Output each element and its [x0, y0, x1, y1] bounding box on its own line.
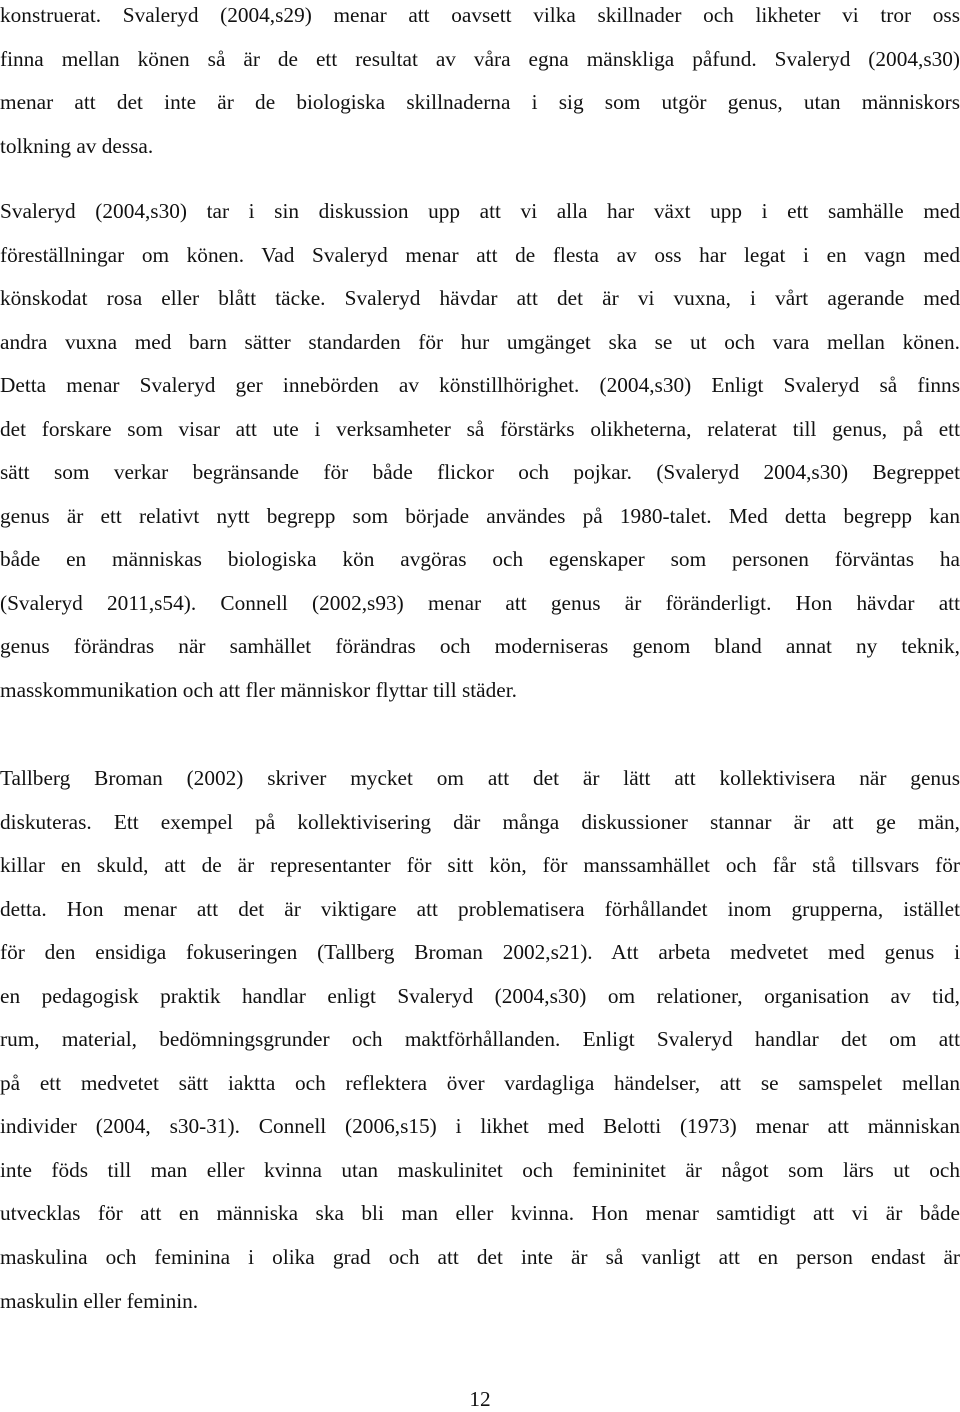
text-line: både en människas biologiska kön avgöras och egenskaper som personen förväntas ha — [0, 547, 960, 572]
text-line: för den ensidiga fokuseringen (Tallberg Broman 2002,s21). Att arbeta medvetet med genus i — [0, 940, 960, 965]
text-line: inte föds till man eller kvinna utan maskulinitet och femininitet är något som lärs ut och — [0, 1157, 960, 1182]
text-line: utvecklas för att en människa ska bli man eller kvinna. Hon menar samtidigt att vi är både — [0, 1201, 960, 1226]
page-number: 12 — [469, 1387, 491, 1411]
paragraph-1 — [0, 0, 960, 168]
text-line: maskulina och feminina i olika grad och att det inte är så vanligt att en person endast är — [0, 1245, 960, 1270]
text-line: på ett medvetet sätt iaktta och reflektera över vardagliga händelser, att se samspelet mellan — [0, 1070, 960, 1095]
text-line: en pedagogisk praktik handlar enligt Svaleryd (2004,s30) om relationer, organisation av tid, — [0, 983, 960, 1008]
text-line: maskulin eller feminin. — [0, 1288, 199, 1313]
text-line: rum, material, bedömningsgrunder och maktförhållanden. Enligt Svaleryd handlar det om att — [0, 1027, 960, 1052]
text-line: genus förändras när samhället förändras och moderniseras genom bland annat ny teknik, — [0, 634, 960, 659]
text-line: Detta menar Svaleryd ger innebörden av könstillhörighet. (2004,s30) Enligt Svaleryd så finns — [0, 373, 960, 398]
paragraph-2 — [0, 190, 960, 713]
text-line: genus är ett relativt nytt begrepp som började användes på 1980-talet. Med detta begrepp kan — [0, 503, 960, 528]
text-line: diskuteras. Ett exempel på kollektivisering där många diskussioner stannar är att ge män, — [0, 809, 960, 834]
text-line: (Svaleryd 2011,s54). Connell (2002,s93) menar att genus är föränderligt. Hon hävdar att — [0, 590, 960, 615]
text-line: killar en skuld, att de är representanter för sitt kön, för manssamhället och får stå tillsvars för — [0, 853, 960, 878]
text-line: sätt som verkar begränsande för både flickor och pojkar. (Svaleryd 2004,s30) Begreppet — [0, 460, 960, 485]
text-line: könskodat rosa eller blått täcke. Svaleryd hävdar att det är vi vuxna, i vårt agerande med — [0, 286, 960, 311]
text-line: Tallberg Broman (2002) skriver mycket om att det är lätt att kollektivisera när genus — [0, 766, 960, 790]
text-line: individer (2004, s30-31). Connell (2006,s15) i likhet med Belotti (1973) menar att människan — [0, 1114, 960, 1139]
text-line: finna mellan könen så är de ett resultat av våra egna mänskliga påfund. Svaleryd (2004,s30) — [0, 46, 960, 71]
text-line: det forskare som visar att ute i verksamheter så förstärks olikheterna, relaterat till genus, på ett — [0, 416, 960, 441]
text-line: andra vuxna med barn sätter standarden för hur umgänget ska se ut och vara mellan könen. — [0, 329, 960, 354]
text-line: Svaleryd (2004,s30) tar i sin diskussion upp att vi alla har växt upp i ett samhälle med — [0, 199, 960, 223]
text-line: masskommunikation och att fler människor flyttar till städer. — [0, 678, 517, 703]
text-line: menar att det inte är de biologiska skillnaderna i sig som utgör genus, utan människors — [0, 90, 960, 115]
text-line: detta. Hon menar att det är viktigare att problematisera förhållandet inom grupperna, istället — [0, 896, 960, 921]
text-line: konstruerat. Svaleryd (2004,s29) menar att oavsett vilka skillnader och likheter vi tror oss — [0, 3, 960, 27]
text-line: tolkning av dessa. — [0, 133, 154, 158]
paragraph-3 — [0, 757, 960, 1323]
text-line: föreställningar om könen. Vad Svaleryd menar att de flesta av oss har legat i en vagn med — [0, 242, 960, 267]
